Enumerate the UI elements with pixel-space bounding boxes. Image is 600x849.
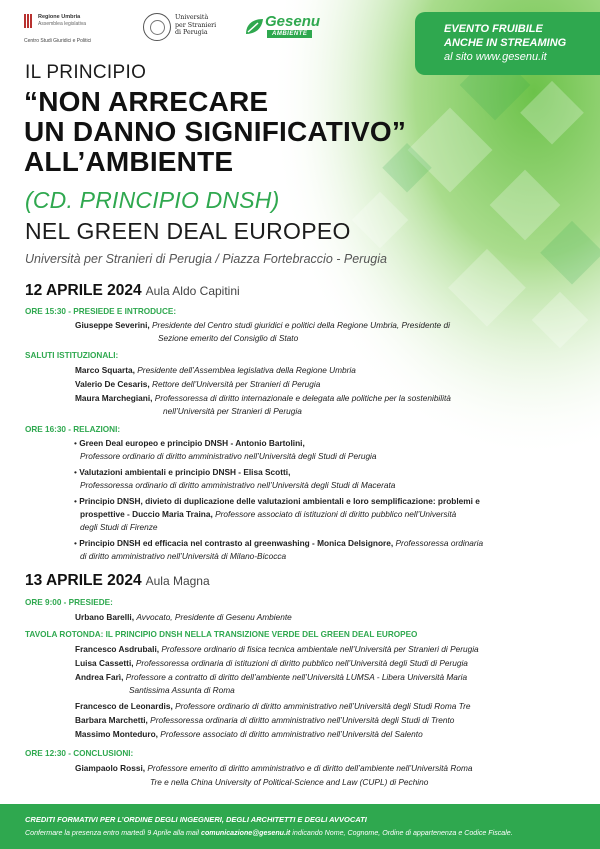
speaker-name: Andrea Farì, — [75, 672, 124, 682]
relazione-2-role — [80, 480, 395, 490]
speaker-role: Professore emerito di diritto amministrativo e di diritto dell’ambiente nell’Università Roma — [147, 763, 473, 773]
title-post: NEL GREEN DEAL EUROPEO — [25, 218, 351, 244]
speaker-role-cont: nell’Università per Stranieri di Perugia — [163, 406, 302, 416]
stream-line1: EVENTO FRUIBILE — [444, 23, 543, 35]
relazione-4-line2 — [80, 551, 286, 561]
saluti-row-cont — [163, 406, 302, 416]
speaker-role: Professoressa ordinaria di diritto amministrativo nell’Università degli Studi di Trento — [150, 715, 455, 725]
unistra-line3: di Perugia — [175, 29, 208, 36]
speaker-name: Valerio De Cesaris, — [75, 379, 150, 389]
day2-heading — [25, 572, 210, 590]
speaker-role-cont: Tre e nella China University of Political-Science and Law (CUPL) di Pechino — [150, 777, 429, 787]
speaker-role: Professore associato di istituzioni di diritto pubblico nell’Università — [215, 509, 457, 519]
title-pre: IL PRINCIPIO — [25, 62, 147, 83]
title-line3: ALL’AMBIENTE — [24, 146, 234, 177]
speaker-name: Maura Marchegiani, — [75, 393, 153, 403]
streaming-banner — [415, 12, 600, 75]
day2-date: 13 APRILE 2024 — [25, 572, 142, 589]
page-title — [24, 87, 406, 177]
gesenu-sub: AMBIENTE — [267, 30, 312, 38]
footer-rsvp — [25, 829, 513, 837]
speaker-role-cont: degli Studi di Firenze — [80, 522, 158, 532]
day1-section-presiede: ORE 15:30 - PRESIEDE E INTRODUCE: — [25, 307, 177, 316]
day1-aula: Aula Aldo Capitini — [145, 284, 240, 298]
day1-section-saluti: SALUTI ISTITUZIONALI: — [25, 351, 119, 360]
unistra-line2: per Stranieri — [175, 21, 217, 29]
panelist-row — [75, 658, 468, 668]
talk-title: Green Deal europeo e principio DNSH - Antonio Bartolini, — [79, 438, 305, 448]
speaker-role-cont: di diritto amministrativo nell’Università di Milano-Bicocca — [80, 551, 287, 561]
regione-assembly: Assemblea legislativa — [38, 21, 87, 27]
relazione-1-role — [80, 451, 377, 461]
speaker-role: Professore ordinario di fisica tecnica ambientale nell’Università per Stranieri di Perugia — [161, 644, 479, 654]
speaker-role: Avvocato, Presidente di Gesenu Ambiente — [136, 612, 292, 622]
speaker-name: Massimo Monteduro, — [75, 729, 158, 739]
saluti-row — [75, 379, 320, 389]
unistra-line1: Università — [175, 14, 209, 21]
speaker-role: Rettore dell’Università per Stranieri di Perugia — [152, 379, 321, 389]
saluti-row — [75, 393, 451, 403]
panelist-row — [75, 701, 471, 711]
rsvp-email-link[interactable]: comunicazione@gesenu.it — [201, 829, 291, 837]
speaker-name: Barbara Marchetti, — [75, 715, 148, 725]
day2-section-conclusioni: ORE 12:30 - CONCLUSIONI: — [25, 749, 134, 758]
stream-line3: al sito www.gesenu.it — [444, 51, 547, 63]
speaker-role: Professoressa ordinaria — [395, 538, 484, 548]
relazione-2: • Valutazioni ambientali e principio DNSH - Elisa Scotti, — [74, 467, 291, 477]
regione-flag-icon — [24, 14, 34, 28]
saluti-row — [75, 365, 356, 375]
speaker-name: Giampaolo Rossi, — [75, 763, 146, 773]
speaker-role: Presidente del Centro studi giuridici e politici della Regione Umbria, Presidente di — [152, 320, 450, 330]
speaker-role: Professore associato di diritto amministrativo nell’Università del Salento — [160, 729, 423, 739]
speaker-name: Giuseppe Severini, — [75, 320, 150, 330]
panelist-row — [75, 729, 423, 739]
speaker-name: Marco Squarta, — [75, 365, 135, 375]
speaker-role: Professore a contratto di diritto dell’ambiente nell’Università LUMSA - Libera Università Maria — [125, 672, 468, 682]
footer-bar — [0, 804, 600, 849]
regione-centro-studi: Centro Studi Giuridici e Politici — [24, 38, 92, 44]
relazione-3-line3 — [80, 522, 157, 532]
speaker-name: Francesco de Leonardis, — [75, 701, 173, 711]
day1-chair-line1 — [75, 320, 450, 330]
talk-title: Principio DNSH ed efficacia nel contrasto al greenwashing - Monica Delsignore, — [79, 538, 394, 548]
relazione-3: • Principio DNSH, divieto di duplicazione delle valutazioni ambientali e loro semplificazione: problemi e — [74, 496, 480, 506]
relazione-4: • Principio DNSH ed efficacia nel contrasto al greenwashing - Monica Delsignore, Professoressa ordinaria — [74, 538, 484, 548]
day1-date: 12 APRILE 2024 — [25, 282, 142, 299]
day1-section-relazioni: ORE 16:30 - RELAZIONI: — [25, 425, 121, 434]
conclusion-row-cont — [150, 777, 428, 787]
speaker-name: Francesco Asdrubali, — [75, 644, 160, 654]
speaker-role: Professore ordinario di diritto amministrativo nell’Università degli Studi di Perugia — [80, 451, 377, 461]
regione-name: Regione Umbria — [38, 14, 81, 20]
day2-chair — [75, 612, 292, 622]
panelist-row-cont — [129, 685, 235, 695]
footer-credits: CREDITI FORMATIVI PER L’ORDINE DEGLI INGEGNERI, DEGLI ARCHITETTI E DEGLI AVVOCATI — [25, 815, 367, 824]
relazione-3-line2 — [80, 509, 456, 519]
panelist-row — [75, 644, 479, 654]
panelist-row — [75, 672, 467, 682]
gesenu-logo — [243, 14, 323, 42]
venue: Università per Stranieri di Perugia / Piazza Fortebraccio - Perugia — [25, 252, 387, 266]
speaker-role-cont: Sezione emerito del Consiglio di Stato — [158, 333, 299, 343]
talk-title: Principio DNSH, divieto di duplicazione delle valutazioni ambientali e loro semplificazione: problemi e — [79, 496, 480, 506]
day2-section-tavola: TAVOLA ROTONDA: IL PRINCIPIO DNSH NELLA TRANSIZIONE VERDE DEL GREEN DEAL EUROPEO — [25, 630, 418, 639]
gesenu-leaf-icon — [243, 16, 265, 38]
conclusion-row — [75, 763, 472, 773]
speaker-name: Luisa Cassetti, — [75, 658, 134, 668]
speaker-role: Professoressa ordinario di diritto amministrativo nell’Università degli Studi di Macerata — [80, 480, 396, 490]
day1-chair-line2 — [158, 333, 298, 343]
day2-section-presiede: ORE 9:00 - PRESIEDE: — [25, 598, 113, 607]
title-dnsh: (CD. PRINCIPIO DNSH) — [25, 187, 280, 213]
speaker-role: Professoressa di diritto internazionale e delegata alle politiche per la sostenibilità — [154, 393, 451, 403]
rsvp-text: Confermare la presenza entro martedì 9 Aprile alla mail — [25, 829, 200, 837]
panelist-row — [75, 715, 454, 725]
relazione-1: • Green Deal europeo e principio DNSH - Antonio Bartolini, — [74, 438, 305, 448]
title-line1: “NON ARRECARE — [24, 86, 269, 117]
rsvp-text-end: indicando Nome, Cognome, Ordine di appartenenza e Codice Fiscale. — [292, 829, 513, 837]
speaker-role: Presidente dell’Assemblea legislativa della Regione Umbria — [137, 365, 356, 375]
unistrapg-logo — [143, 12, 223, 46]
title-line2: UN DANNO SIGNIFICATIVO” — [24, 116, 407, 147]
talk-title-cont: prospettive - Duccio Maria Traina, — [80, 509, 213, 519]
talk-title: Valutazioni ambientali e principio DNSH - Elisa Scotti, — [79, 467, 291, 477]
stream-line2: ANCHE IN STREAMING — [444, 37, 567, 49]
gesenu-name: Gesenu — [265, 13, 321, 30]
speaker-name: Urbano Barelli, — [75, 612, 135, 622]
speaker-role-cont: Santissima Assunta di Roma — [129, 685, 235, 695]
speaker-role: Professoressa ordinaria di istituzioni di diritto pubblico nell’Università degli Studi di Perugia — [135, 658, 468, 668]
day1-heading — [25, 282, 240, 300]
day2-aula: Aula Magna — [145, 574, 210, 588]
university-seal-icon — [143, 13, 171, 41]
speaker-role: Professore ordinario di diritto amministrativo nell’Università degli Studi Roma Tre — [175, 701, 471, 711]
regione-umbria-logo — [24, 12, 124, 46]
